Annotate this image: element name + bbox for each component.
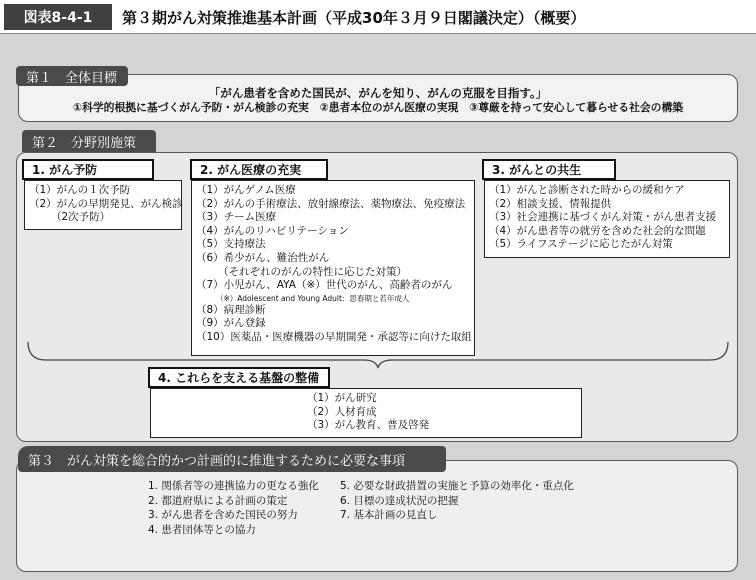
list-item: （8）病理診断 xyxy=(196,303,266,316)
necessary-matters-tab: 第３ がん対策を総合的かつ計画的に推進するために必要な事項 xyxy=(18,446,446,472)
medical-care-title: 2. がん医療の充実 xyxy=(190,159,328,180)
list-item: （7）小児がん、AYA（※）世代のがん、高齢者のがん xyxy=(196,279,453,292)
list-item: 4. 患者団体等との協力 xyxy=(148,523,256,536)
list-item-continued: （それぞれのがんの特性に応じた対策） xyxy=(218,265,407,278)
medical-care-box xyxy=(191,180,475,356)
list-item: （4）がん患者等の就労を含めた社会的な問題 xyxy=(489,224,706,237)
list-item: （3）社会連携に基づくがん対策・がん患者支援 xyxy=(489,211,717,224)
foundation-box xyxy=(150,388,582,438)
list-item: 5. 必要な財政措置の実施と予算の効率化・重点化 xyxy=(340,480,574,492)
foundation-title: 4. これらを支える基盤の整備 xyxy=(148,367,330,388)
list-item: （4）がんのリハビリテーション xyxy=(196,224,349,237)
field-measures-tab: 第２ 分野別施策 xyxy=(22,130,156,152)
list-item: （2）人材育成 xyxy=(307,405,377,418)
list-item: （1）がん研究 xyxy=(307,392,377,404)
overall-goal-tab: 第１ 全体目標 xyxy=(16,66,128,86)
necessary-matters-left-list xyxy=(148,479,319,537)
list-item: （2）相談支援、情報提供 xyxy=(489,197,612,210)
list-item: （2）がんの早期発見、がん検診 xyxy=(29,197,183,210)
list-item: （3）チーム医療 xyxy=(196,211,277,224)
overall-goal-list: ①科学的根拠に基づくがん予防・がん検診の充実 ②患者本位のがん医療の実現 ③尊厳を持って安心して暮らせる社会の構築 xyxy=(72,101,684,114)
prevention-title: 1. がん予防 xyxy=(22,159,154,180)
list-item: （3）がん教育、普及啓発 xyxy=(307,419,430,432)
coexistence-title: 3. がんとの共生 xyxy=(482,159,616,180)
list-item: （2）がんの手術療法、放射線療法、薬物療法、免疫療法 xyxy=(196,197,466,210)
list-item: （6）希少がん、難治性がん xyxy=(196,251,330,264)
list-item: 3. がん患者を含めた国民の努力 xyxy=(148,509,298,521)
coexistence-box xyxy=(484,180,730,258)
footnote: （※）Adolescent and Young Adult：思春期と若年成人 xyxy=(216,293,410,303)
list-item: 1. 関係者等の連携協力の更なる強化 xyxy=(148,480,319,492)
list-item: 7. 基本計画の見直し xyxy=(340,509,438,521)
list-item: （9）がん登録 xyxy=(196,317,266,330)
prevention-box xyxy=(24,180,182,230)
list-item: 6. 目標の達成状況の把握 xyxy=(340,494,459,507)
necessary-matters-right-list xyxy=(340,479,574,523)
list-item: （1）がんと診断された時からの緩和ケア xyxy=(489,184,685,196)
page-title: 第３期がん対策推進基本計画（平成30年３月９日閣議決定）（概要） xyxy=(122,8,586,27)
list-item: （5）支持療法 xyxy=(196,238,266,251)
list-item: （5）ライフステージに応じたがん対策 xyxy=(489,238,673,251)
list-item: （1）がんの１次予防 xyxy=(29,184,131,196)
list-item-continued: （2次予防） xyxy=(51,211,111,224)
overall-goal-slogan: 「がん患者を含めた国民が、がんを知り、がんの克服を目指す。」 xyxy=(208,86,548,100)
page-header xyxy=(0,0,756,34)
list-item: （10）医薬品・医療機器の早期開発・承認等に向けた取組 xyxy=(196,330,472,343)
list-item: 2. 都道府県による計画の策定 xyxy=(148,494,288,507)
figure-label: 図表8-4-1 xyxy=(4,4,112,30)
list-item: （1）がんゲノム医療 xyxy=(196,184,296,196)
